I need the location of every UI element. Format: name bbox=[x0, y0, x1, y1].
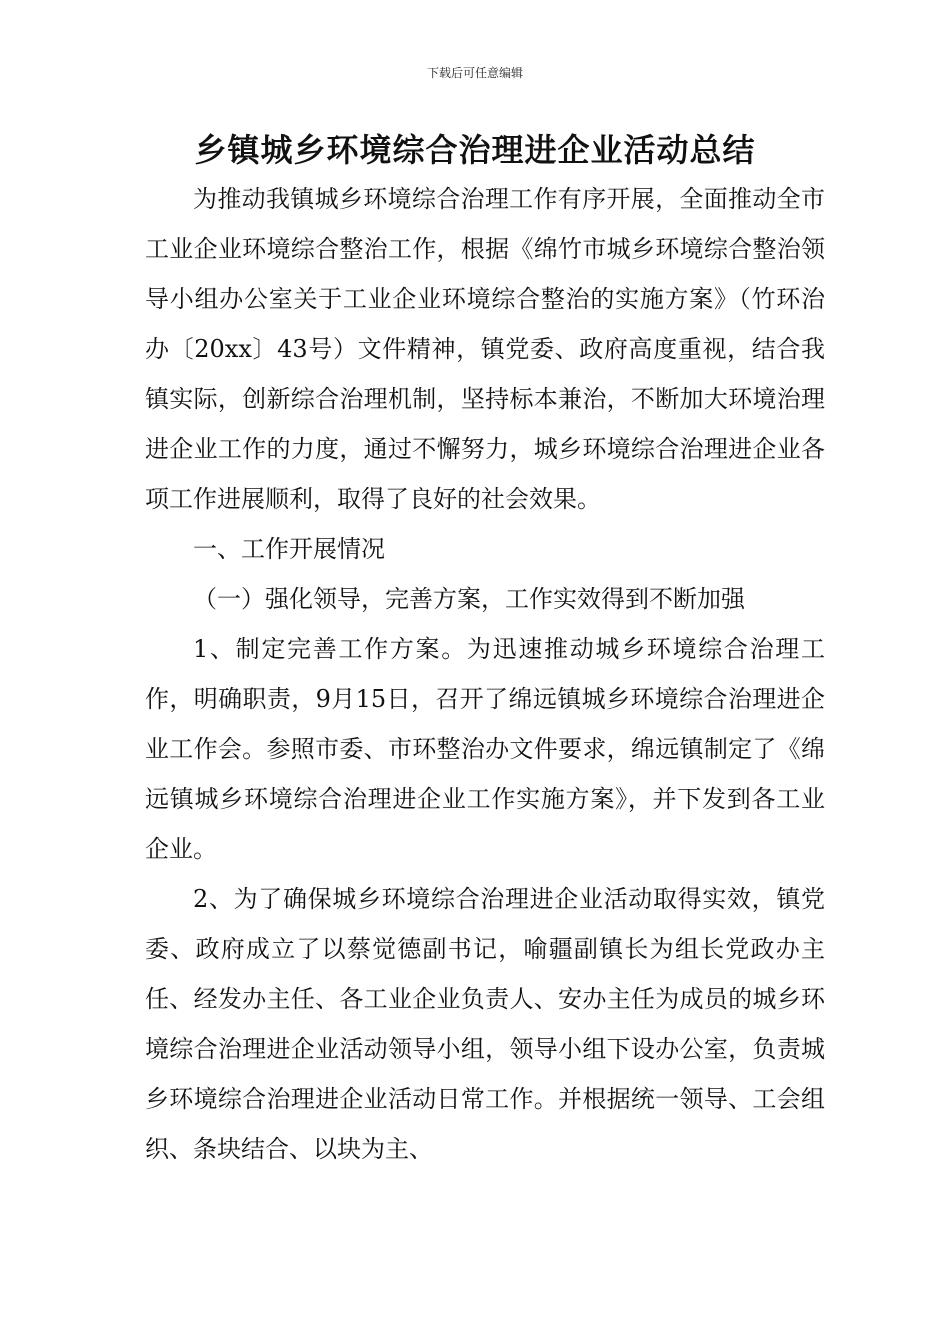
paragraph-intro: 为推动我镇城乡环境综合治理工作有序开展，全面推动全市工业企业环境综合整治工作，根据《绵竹市城乡环境综合整治领导小组办公室关于工业企业环境综合整治的实施方案》（竹环治办〔20xx〕43号）文件精神，镇党委、政府高度重视，结合我镇实际，创新综合治理机制，坚持标本兼治，不断加大环境治理进企业工作的力度，通过不懈努力，城乡环境综合治理进企业各项工作进展顺利，取得了良好的社会效果。 bbox=[145, 185, 825, 513]
document-body bbox=[145, 174, 825, 1174]
paragraph-item-1: 1、制定完善工作方案。为迅速推动城乡环境综合治理工作，明确职责，9月15日，召开了绵远镇城乡环境综合治理进企业工作会。参照市委、市环整治办文件要求，绵远镇制定了《绵远镇城乡环境综合治理进企业工作实施方案》，并下发到各工业企业。 bbox=[145, 635, 825, 863]
section-heading-work-status: 一、工作开展情况 bbox=[193, 535, 385, 563]
subsection-heading-leadership: （一）强化领导，完善方案，工作实效得到不断加强 bbox=[193, 585, 745, 613]
paragraph-item-2: 2、为了确保城乡环境综合治理进企业活动取得实效，镇党委、政府成立了以蔡觉德副书记，喻疆副镇长为组长党政办主任、经发办主任、各工业企业负责人、安办主任为成员的城乡环境综合治理进企业活动领导小组，领导小组下设办公室，负责城乡环境综合治理进企业活动日常工作。并根据统一领导、工会组织、条块结合、以块为主、 bbox=[145, 885, 825, 1163]
document-title: 乡镇城乡环境综合治理进企业活动总结 bbox=[194, 131, 756, 169]
page-header-note: 下载后可任意编辑 bbox=[426, 66, 523, 80]
